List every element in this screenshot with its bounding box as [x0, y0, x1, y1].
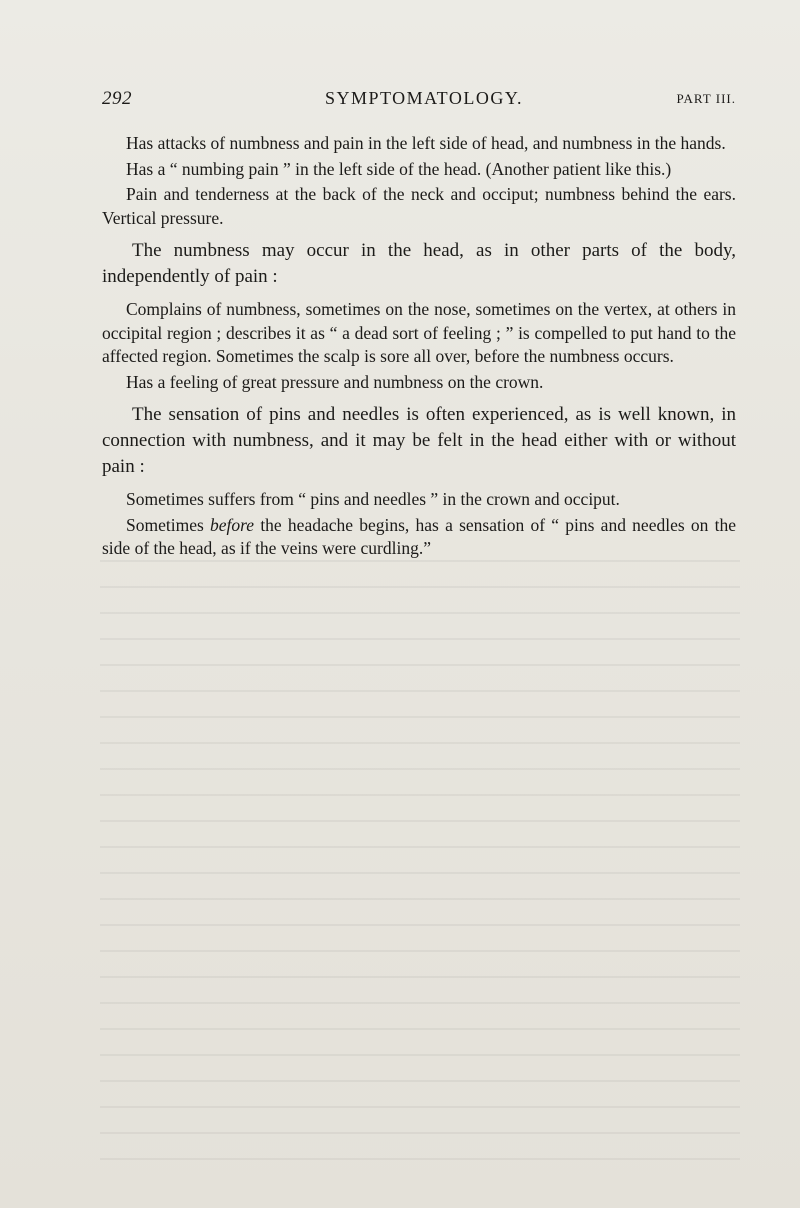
- case-paragraph-7-start: Sometimes: [126, 514, 204, 535]
- case-paragraph-2: Has a “ numbing pain ” in the left side of the head. (Another patient like this.): [126, 158, 672, 179]
- case-paragraph-7-emphasis: before: [210, 514, 255, 535]
- page-body: [102, 132, 736, 561]
- case-paragraph-4: Complains of numbness, sometimes on the nose, sometimes on the vertex, at others in occipital region ; describes it as “ a dead sort of feeling ; ” is compelled to put hand to the affected region. Sometimes the scalp is sore all over, before the numbness occurs.: [102, 299, 736, 366]
- page-number: 292: [102, 88, 132, 109]
- page-header: [102, 88, 736, 114]
- case-paragraph-3: Pain and tenderness at the back of the neck and occiput; numbness behind the ears. Vertical pressure.: [102, 184, 736, 228]
- case-paragraph-7-end: the headache begins, has a sensation of “ pins and needles on the side of the head, as if the veins were curdling.”: [102, 514, 736, 558]
- lead-paragraph-pins-needles: The sensation of pins and needles is often experienced, as is well known, in connection with numbness, and it may be felt in the head either with or without pain :: [102, 404, 736, 477]
- case-paragraph-6: Sometimes suffers from “ pins and needles ” in the crown and occiput.: [126, 489, 620, 509]
- case-paragraph-1: Has attacks of numbness and pain in the left side of head, and numbness in the hands.: [126, 133, 726, 153]
- case-paragraph-5: Has a feeling of great pressure and numbness on the crown.: [126, 371, 544, 392]
- part-label: PART III.: [676, 91, 736, 106]
- running-title: SYMPTOMATOLOGY.: [324, 88, 524, 108]
- case-paragraph-7: [102, 514, 736, 561]
- show-through-shadow: [100, 560, 740, 1160]
- lead-paragraph-numbness: The numbness may occur in the head, as in other parts of the body, independently of pain :: [102, 240, 736, 287]
